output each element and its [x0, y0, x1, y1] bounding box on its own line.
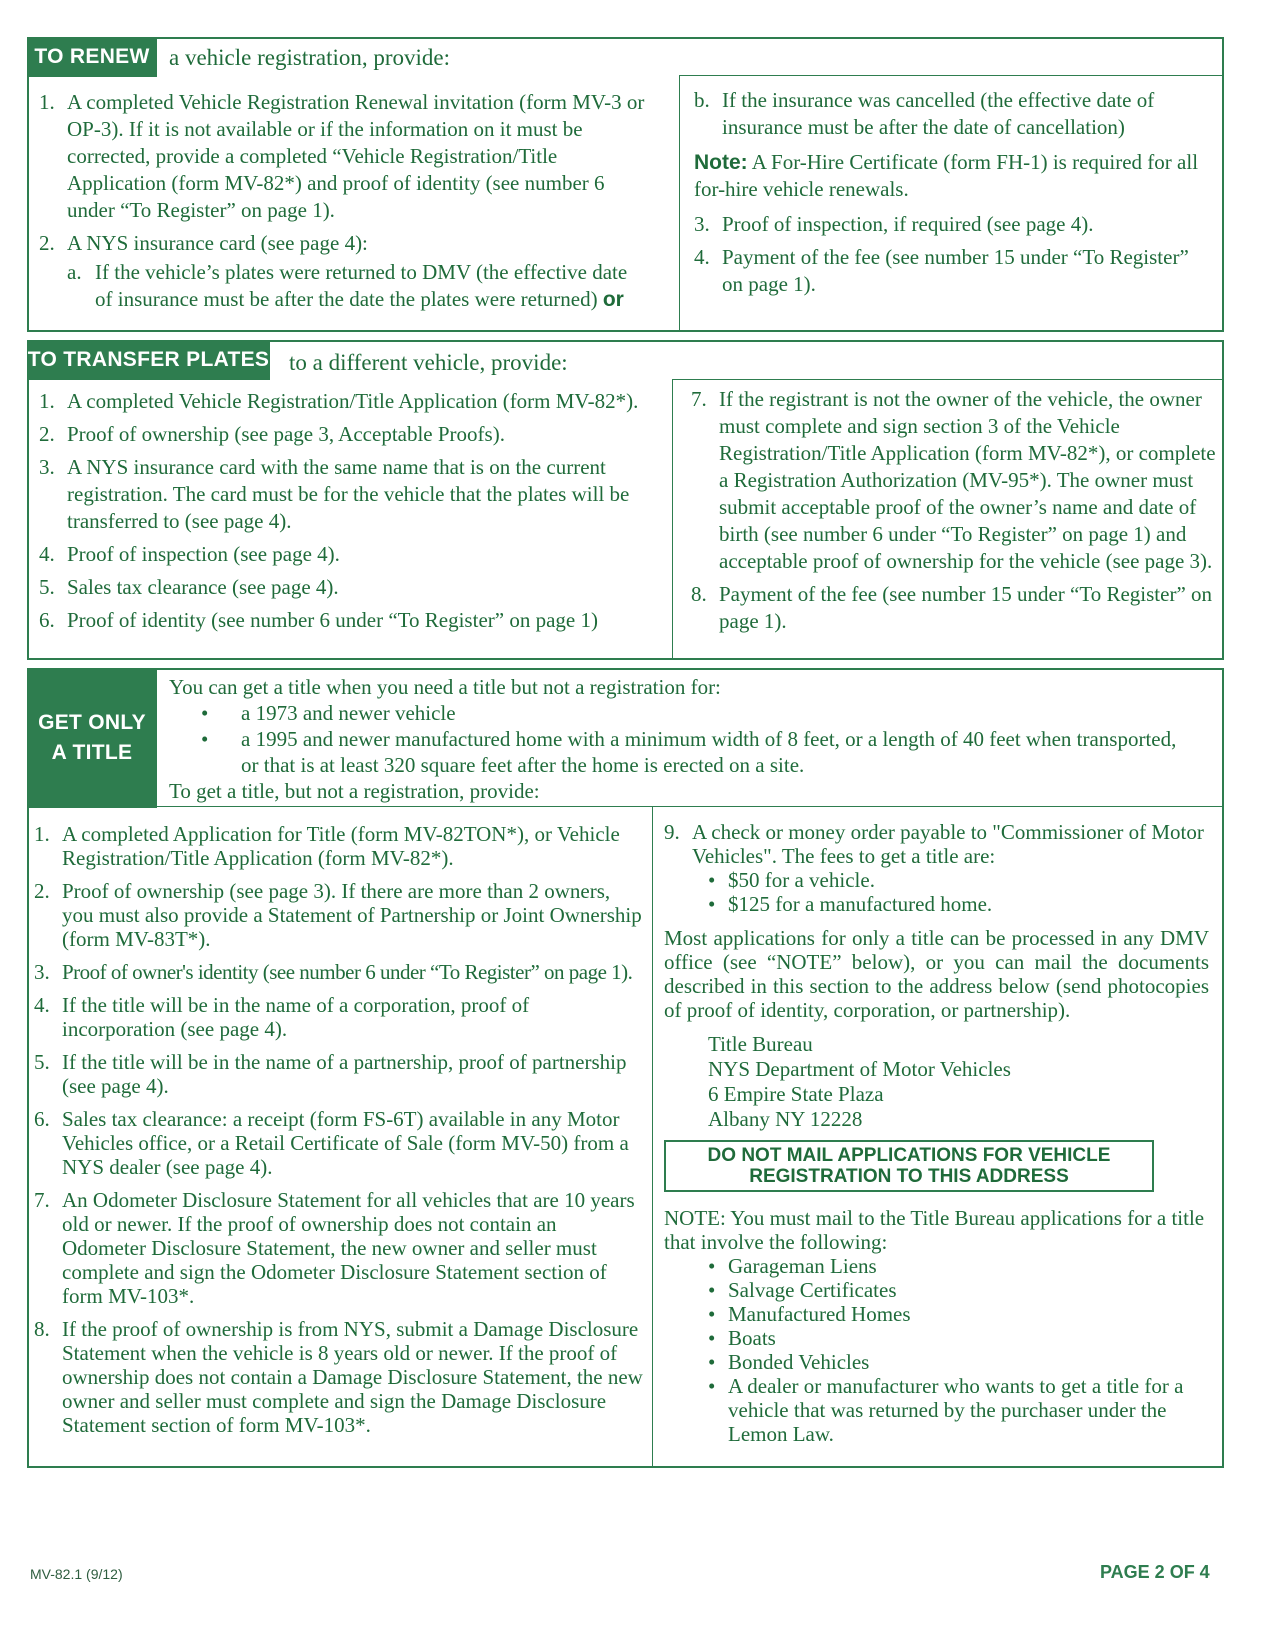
list-item — [691, 581, 1216, 635]
item-text: Payment of the fee (see number 15 under “To Register” on page 1). — [722, 245, 1189, 296]
page-number: PAGE 2 OF 4 — [1100, 1562, 1210, 1582]
renew-tag: TO RENEW — [27, 37, 157, 77]
item-text: A NYS insurance card with the same name that is on the current registration. The card must be for the vehicle that the plates will be transferred to (see page 4). — [67, 455, 630, 533]
item-number: 2. — [34, 879, 50, 903]
item-number: 8. — [691, 582, 707, 606]
title-tag-line2: A TITLE — [51, 741, 133, 764]
transfer-tag: TO TRANSFER PLATES — [27, 340, 270, 380]
list-item — [704, 1374, 1209, 1446]
renew-note — [694, 149, 1214, 203]
title-section — [27, 668, 1224, 1468]
note-list — [664, 1254, 1209, 1446]
item-text: A completed Application for Title (form MV-82TON*), or Vehicle Registration/Title Application (form MV-82*). — [62, 822, 620, 870]
renew-right-column — [694, 85, 1214, 304]
note-text: A For-Hire Certificate (form FH-1) is required for all for-hire vehicle renewals. — [694, 150, 1199, 201]
note-label: Note: — [694, 151, 748, 174]
transfer-section — [27, 340, 1224, 660]
list-item — [691, 386, 1216, 575]
item-number: 2. — [39, 231, 55, 255]
note-item-text: Garageman Liens — [728, 1254, 877, 1278]
list-item — [704, 1254, 1209, 1278]
title-tag-line1: GET ONLY — [38, 711, 146, 734]
title-intro-bullets — [169, 700, 1199, 778]
item-number: 6. — [34, 1107, 50, 1131]
item-text: If the insurance was cancelled (the effective date of insurance must be after the date of cancellation) — [722, 88, 1155, 139]
list-item — [34, 1188, 644, 1308]
item-number: b. — [694, 88, 710, 112]
list-item — [34, 879, 644, 951]
item-number: 4. — [694, 245, 710, 269]
item-text: A check or money order payable to "Commissioner of Motor Vehicles". The fees to get a title are: — [692, 820, 1204, 868]
list-item — [39, 421, 644, 448]
note-item-text: Manufactured Homes — [728, 1302, 911, 1326]
item-number: a. — [67, 260, 82, 284]
item-number: 4. — [39, 542, 55, 566]
list-item — [39, 607, 644, 634]
sub-item — [694, 87, 1214, 141]
item-number: 1. — [34, 822, 50, 846]
item-text: Proof of owner's identity (see number 6 under “To Register” on page 1). — [62, 960, 633, 984]
item-text: If the registrant is not the owner of the vehicle, the owner must complete and sign section 3 of the Vehicle Registration/Title Application (form MV-82*), or complete a Registration Authorization (MV-95*). The owner must submit acceptable proof of the owner’s name and date of birth (see number 6 under “To Register” on page 1) and acceptable proof of ownership for the vehicle (see page 3). — [719, 387, 1216, 573]
item-text: Proof of ownership (see page 3, Acceptable Proofs). — [67, 422, 505, 446]
title-bureau-address — [664, 1032, 1209, 1132]
note-item-text: Boats — [728, 1326, 776, 1350]
address-line: Albany NY 12228 — [708, 1107, 863, 1131]
address-line: NYS Department of Motor Vehicles — [708, 1057, 1011, 1081]
item-number: 9. — [664, 820, 680, 844]
fee-list — [692, 868, 1209, 916]
note-item-text: A dealer or manufacturer who wants to get a title for a vehicle that was returned by the purchaser under the Lemon Law. — [728, 1374, 1184, 1446]
item-number: 7. — [34, 1188, 50, 1212]
item-text: Proof of inspection, if required (see page 4). — [722, 212, 1094, 236]
list-item — [664, 820, 1209, 916]
item-number: 7. — [691, 387, 707, 411]
list-item — [197, 726, 1199, 778]
address-line: Title Bureau — [708, 1032, 813, 1056]
list-item — [34, 822, 644, 870]
title-left-column — [34, 822, 644, 1446]
title-note: NOTE: You must mail to the Title Bureau applications for a title that involve the following: — [664, 1206, 1205, 1254]
sub-item — [67, 259, 649, 313]
list-item — [694, 211, 1214, 238]
title-provide-text: To get a title, but not a registration, provide: — [169, 779, 540, 803]
item-number: 2. — [39, 422, 55, 446]
item-text: Payment of the fee (see number 15 under “To Register” on page 1). — [719, 582, 1213, 633]
item-text: If the title will be in the name of a corporation, proof of incorporation (see page 4). — [62, 993, 530, 1041]
mail-paragraph: Most applications for only a title can be processed in any DMV office (see “NOTE” below), or you can mail the documents described in this section to the address below (send photocopies of proof of identity, corporation, or partnership). — [664, 926, 1209, 1022]
list-item — [39, 541, 644, 568]
note-item-text: Salvage Certificates — [728, 1278, 897, 1302]
item-text: Proof of ownership (see page 3). If there are more than 2 owners, you must also provide a Statement of Partnership or Joint Ownership (form MV-83T*). — [62, 879, 642, 951]
do-not-mail-notice: DO NOT MAIL APPLICATIONS FOR VEHICLE REGISTRATION TO THIS ADDRESS — [664, 1140, 1154, 1192]
list-item — [39, 574, 644, 601]
bullet-text: a 1973 and newer vehicle — [241, 701, 456, 725]
title-intro-text: You can get a title when you need a title but not a registration for: — [169, 675, 721, 699]
item-text: An Odometer Disclosure Statement for all vehicles that are 10 years old or newer. If the proof of ownership does not contain an Odometer Disclosure Statement, the new owner and seller must complete and sign the Odometer Disclosure Statement section of form MV-103*. — [62, 1188, 635, 1308]
fee-text: $50 for a vehicle. — [728, 868, 875, 892]
item-number: 3. — [39, 455, 55, 479]
item-number: 3. — [694, 212, 710, 236]
item-number: 4. — [34, 993, 50, 1017]
item-number: 5. — [34, 1050, 50, 1074]
note-item-text: Bonded Vehicles — [728, 1350, 870, 1374]
list-item — [34, 1107, 644, 1179]
list-item — [704, 892, 1209, 916]
list-item — [34, 1050, 644, 1098]
bullet-text: a 1995 and newer manufactured home with a minimum width of 8 feet, or a length of 40 feet when transported, or that is at least 320 square feet after the home is erected on a site. — [241, 727, 1177, 777]
list-item — [197, 700, 1199, 726]
transfer-right-column — [691, 386, 1216, 641]
item-text: A completed Vehicle Registration/Title Application (form MV-82*). — [67, 389, 639, 413]
list-item — [704, 1278, 1209, 1302]
renew-left-column — [39, 89, 649, 319]
item-number: 1. — [39, 389, 55, 413]
list-item — [39, 388, 644, 415]
transfer-heading: to a different vehicle, provide: — [289, 350, 568, 375]
title-intro — [169, 674, 1199, 804]
item-text: A completed Vehicle Registration Renewal invitation (form MV-3 or OP-3). If it is not available or if the information on it must be corrected, provide a completed “Vehicle Registration/Title Application (form MV-82*) and proof of identity (see number 6 under “To Register” on page 1). — [67, 90, 645, 222]
renew-section — [27, 37, 1224, 332]
item-number: 8. — [34, 1317, 50, 1341]
list-item — [694, 244, 1214, 298]
list-item — [39, 89, 649, 224]
item-number: 6. — [39, 608, 55, 632]
list-item — [704, 1350, 1209, 1374]
list-item — [39, 230, 649, 313]
item-text: A NYS insurance card (see page 4): — [67, 231, 368, 255]
list-item — [704, 1302, 1209, 1326]
list-item — [34, 993, 644, 1041]
renew-heading: a vehicle registration, provide: — [169, 45, 451, 70]
item-number: 3. — [34, 960, 50, 984]
list-item — [704, 868, 1209, 892]
title-tag — [27, 668, 157, 808]
item-text: Sales tax clearance: a receipt (form FS-6T) available in any Motor Vehicles office, or a Retail Certificate of Sale (form MV-50) from a NYS dealer (see page 4). — [62, 1107, 629, 1179]
item-text: If the vehicle’s plates were returned to DMV (the effective date of insurance must be after the date the plates were returned) — [95, 260, 628, 311]
transfer-left-column — [39, 388, 644, 640]
item-number: 1. — [39, 90, 55, 114]
form-id: MV-82.1 (9/12) — [30, 1566, 123, 1582]
or-label: or — [602, 288, 624, 311]
fee-text: $125 for a manufactured home. — [728, 892, 993, 916]
list-item — [704, 1326, 1209, 1350]
item-text: If the proof of ownership is from NYS, submit a Damage Disclosure Statement when the vehicle is 8 years old or newer. If the proof of ownership does not contain a Damage Disclosure Statement, the new owner and seller must complete and sign the Damage Disclosure Statement section of form MV-103*. — [62, 1317, 643, 1437]
item-text: If the title will be in the name of a partnership, proof of partnership (see page 4). — [62, 1050, 627, 1098]
item-text: Sales tax clearance (see page 4). — [67, 575, 339, 599]
item-number: 5. — [39, 575, 55, 599]
list-item — [34, 960, 644, 984]
address-line: 6 Empire State Plaza — [708, 1082, 884, 1106]
item-text: Proof of inspection (see page 4). — [67, 542, 340, 566]
item-text: Proof of identity (see number 6 under “To Register” on page 1) — [67, 608, 598, 632]
list-item — [39, 454, 644, 535]
title-right-column — [664, 820, 1209, 1446]
list-item — [34, 1317, 644, 1437]
